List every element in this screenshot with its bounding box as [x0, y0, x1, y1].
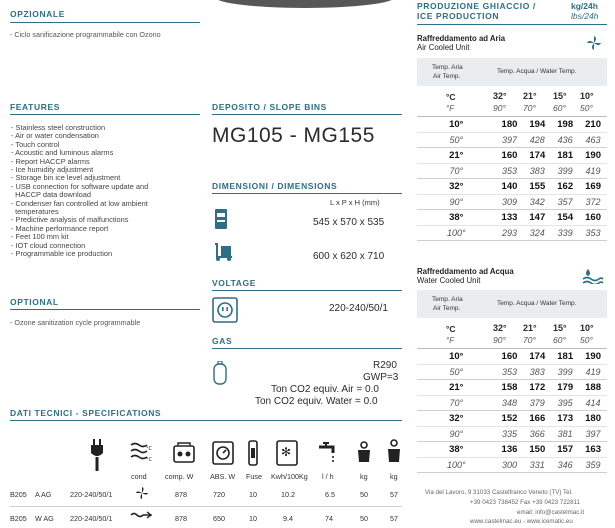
- footer-website[interactable]: www.castelmac.eu - www.icematic.eu: [470, 518, 573, 525]
- table-cell: 162: [551, 179, 579, 195]
- table-cell: 372: [579, 194, 607, 210]
- table-cell: 357: [551, 194, 579, 210]
- water-unit-f: °F: [446, 336, 455, 345]
- table-cell: 169: [579, 179, 607, 195]
- table-cell: 194: [523, 117, 551, 132]
- plug-icon: [88, 437, 106, 476]
- water-temp-f: 50°: [417, 364, 496, 380]
- table-cell: 309: [496, 194, 524, 210]
- footer-email: email: info@castelmac.it: [517, 509, 585, 516]
- air-water-f: 50°: [580, 103, 593, 113]
- table-cell: 381: [551, 426, 579, 442]
- air-temp-f: 100°: [417, 225, 496, 241]
- water-temp-f: 90°: [417, 426, 496, 442]
- rule-gas: [212, 348, 402, 349]
- spec-header-row: [0, 472, 410, 482]
- table-cell: 180: [579, 411, 607, 427]
- water-table-title-1: Raffreddamento ad Acqua: [417, 267, 514, 276]
- water-water-f: 70°: [523, 335, 536, 345]
- table-row: [417, 225, 607, 241]
- unit-lbs: lbs/24h: [571, 11, 599, 21]
- rule-opzionale: [10, 22, 200, 23]
- spec-kwh: 10.2: [281, 490, 295, 499]
- voltage-value: 220-240/50/1: [329, 303, 388, 314]
- table-cell: 293: [496, 225, 524, 241]
- table-cell: 136: [496, 442, 524, 458]
- footer-address: Via del Lavoro, 9 31033 Castelfranco Veneto (TV) Tel.: [425, 489, 573, 496]
- table-cell: 172: [523, 380, 551, 396]
- spec-header-cond: cond: [131, 472, 147, 481]
- feature-item: - Storage bin ice level adjustment: [11, 173, 121, 183]
- table-cell: 366: [523, 426, 551, 442]
- feature-item: - Report HACCP alarms: [11, 156, 90, 166]
- spec-model: B205: [10, 514, 27, 523]
- table-cell: 324: [523, 225, 551, 241]
- feature-item: - Machine performance report: [11, 223, 109, 233]
- machine-icon: [214, 208, 228, 235]
- feature-item: - Condenser fan controlled at low ambient: [11, 198, 148, 208]
- water-temp-f: 70°: [417, 395, 496, 411]
- air-water-c: 32°: [493, 91, 507, 101]
- water-wave-icon: [582, 268, 604, 289]
- dimensions-net: 545 x 570 x 535: [313, 217, 385, 228]
- spec-kg2: 57: [390, 514, 398, 523]
- section-voltage: VOLTAGE: [212, 278, 257, 288]
- water-water-c: 10°: [580, 323, 594, 333]
- table-cell: 140: [496, 179, 524, 195]
- spec-kg1: 50: [360, 514, 368, 523]
- table-cell: 436: [551, 132, 579, 148]
- svg-text:°C: °C: [146, 457, 152, 463]
- spec-header-compw: comp. W: [165, 472, 194, 481]
- table-cell: 399: [551, 364, 579, 380]
- feature-item: - Touch control: [11, 139, 60, 149]
- spec-header-kg2: kg: [390, 472, 398, 481]
- fuse-icon: [247, 440, 259, 471]
- air-unit-f: °F: [446, 104, 455, 113]
- weight-icon: [357, 441, 371, 468]
- rule-optional: [10, 309, 200, 310]
- feature-item: temperatures: [11, 207, 59, 217]
- table-cell: 179: [551, 380, 579, 396]
- table-cell: 160: [496, 349, 524, 364]
- rule-voltage: [212, 290, 402, 291]
- dimensions-packed: 600 x 620 x 710: [313, 251, 385, 262]
- gas-gwp: GWP=3: [363, 372, 399, 383]
- table-cell: 160: [496, 148, 524, 164]
- air-temp-f: 70°: [417, 163, 496, 179]
- table-cell: 152: [496, 411, 524, 427]
- table-cell: 399: [551, 163, 579, 179]
- water-temp-c: 10°: [417, 349, 496, 364]
- air-temp-c: 21°: [417, 148, 496, 164]
- feature-item: - IOT cloud connection: [11, 240, 86, 250]
- section-gas: GAS: [212, 336, 233, 346]
- water-temp-f: 100°: [417, 457, 496, 473]
- water-water-c: 21°: [523, 323, 537, 333]
- spec-header-fuse: Fuse: [246, 472, 262, 481]
- table-row: [417, 163, 607, 179]
- table-cell: 300: [496, 457, 524, 473]
- optional-text: - Ozone sanitization cycle programmable: [10, 318, 141, 327]
- spec-absw: 720: [213, 490, 225, 499]
- table-cell: 155: [523, 179, 551, 195]
- table-row: [417, 148, 607, 164]
- spec-fuse: 10: [249, 490, 257, 499]
- compressor-icon: [172, 442, 196, 469]
- air-temp-c: 38°: [417, 210, 496, 226]
- opzionale-text: - Ciclo sanificazione programmabile con Ozono: [10, 30, 161, 39]
- table-cell: 353: [496, 163, 524, 179]
- table-cell: 190: [579, 148, 607, 164]
- air-water-c: 21°: [523, 91, 537, 101]
- spec-header-absw: ABS. W: [210, 472, 236, 481]
- spec-compw: 878: [175, 514, 187, 523]
- water-water-f: 90°: [493, 335, 506, 345]
- gas-co2-water: Ton CO2 equiv. Water = 0.0: [255, 396, 378, 407]
- spec-header-kg1: kg: [360, 472, 368, 481]
- feature-item: - Ice humidity adjustment: [11, 165, 94, 175]
- water-temp-c: 32°: [417, 411, 496, 427]
- water-col-head-2: Air Temp.: [433, 305, 461, 312]
- section-deposito: DEPOSITO / SLOPE BINS: [212, 102, 327, 112]
- table-cell: 174: [523, 148, 551, 164]
- water-production-table: [417, 349, 607, 473]
- feature-item: - USB connection for software update and: [11, 181, 149, 191]
- water-col-head-1: Temp. Aria: [432, 296, 463, 303]
- feature-item: HACCP data download: [11, 190, 91, 200]
- table-cell: 348: [496, 395, 524, 411]
- fan-icon: [586, 35, 602, 56]
- table-cell: 414: [579, 395, 607, 411]
- rule-spec-mid: [10, 506, 402, 507]
- unit-kg: kg/24h: [571, 1, 598, 11]
- table-cell: 395: [551, 395, 579, 411]
- table-cell: 353: [579, 225, 607, 241]
- spec-volt: 220-240/50/1: [70, 490, 113, 499]
- table-row: [417, 210, 607, 226]
- table-row: [417, 194, 607, 210]
- power-socket-icon: [212, 297, 238, 328]
- rule-features: [10, 114, 200, 115]
- spec-model: B205: [10, 490, 27, 499]
- air-water-head: Temp. Acqua / Water Temp.: [497, 68, 577, 75]
- dimensions-label: L x P x H (mm): [330, 198, 380, 207]
- table-cell: 133: [496, 210, 524, 226]
- section-produzione-2: ICE PRODUCTION: [417, 11, 500, 21]
- water-water-c: 15°: [553, 323, 567, 333]
- air-temp-f: 50°: [417, 132, 496, 148]
- snowflake-meter-icon: [276, 440, 298, 471]
- feature-item: - Feet 100 mm kit: [11, 232, 69, 242]
- spec-suffix: A AG: [35, 490, 52, 499]
- table-cell: 331: [523, 457, 551, 473]
- air-water-c: 15°: [553, 91, 567, 101]
- table-cell: 346: [551, 457, 579, 473]
- table-row: [417, 117, 607, 132]
- feature-item: - Programmable ice production: [11, 249, 113, 259]
- air-temp-c: 32°: [417, 179, 496, 195]
- table-cell: 163: [579, 442, 607, 458]
- rule-produzione: [417, 24, 607, 25]
- table-cell: 379: [523, 395, 551, 411]
- rule-dati: [10, 420, 402, 421]
- table-cell: 397: [579, 426, 607, 442]
- spec-absw: 650: [213, 514, 225, 523]
- table-cell: 160: [579, 210, 607, 226]
- gas-type: R290: [373, 360, 397, 371]
- table-cell: 198: [551, 117, 579, 132]
- table-cell: 181: [551, 349, 579, 364]
- table-cell: 154: [551, 210, 579, 226]
- table-cell: 419: [579, 163, 607, 179]
- water-water-c: 32°: [493, 323, 507, 333]
- gas-co2-air: Ton CO2 equiv. Air = 0.0: [271, 384, 379, 395]
- table-cell: 383: [523, 163, 551, 179]
- features-list: [11, 124, 201, 259]
- spec-volt: 220-240/50/1: [70, 514, 113, 523]
- table-row: [417, 132, 607, 148]
- air-unit-c: °C: [446, 92, 456, 102]
- water-unit-c: °C: [446, 324, 456, 334]
- spec-kwh: 9.4: [283, 514, 293, 523]
- section-dati-tecnici: DATI TECNICI - SPECIFICATIONS: [10, 408, 162, 418]
- spec-fuse: 10: [249, 514, 257, 523]
- spec-header-kwh: Kwh/100Kg: [271, 472, 308, 481]
- table-row: [417, 349, 607, 364]
- condenser-icon: [129, 441, 153, 472]
- air-col-head-1: Temp. Aria: [432, 64, 463, 71]
- table-cell: 174: [523, 349, 551, 364]
- table-row: [417, 426, 607, 442]
- table-cell: 173: [551, 411, 579, 427]
- spec-row: [0, 490, 410, 502]
- feature-item: - Stainless steel construction: [11, 123, 106, 132]
- table-cell: 463: [579, 132, 607, 148]
- gas-bottle-icon: [213, 361, 227, 390]
- air-temp-c: 10°: [417, 117, 496, 132]
- spec-lh: 74: [325, 514, 333, 523]
- rule-dimensioni: [212, 193, 402, 194]
- air-water-f: 90°: [493, 103, 506, 113]
- water-water-f: 60°: [553, 335, 566, 345]
- section-dimensioni: DIMENSIONI / DIMENSIONS: [212, 181, 338, 191]
- section-opzionale: OPZIONALE: [10, 9, 65, 19]
- weight-packed-icon: [387, 439, 401, 468]
- water-water-head: Temp. Acqua / Water Temp.: [497, 300, 577, 307]
- model-title: MG105 - MG155: [212, 124, 375, 147]
- section-optional: OPTIONAL: [10, 297, 59, 307]
- water-icon: [130, 511, 152, 523]
- spec-lh: 6.5: [325, 490, 335, 499]
- feature-item: - Air or water condensation: [11, 131, 99, 141]
- air-water-f: 70°: [523, 103, 536, 113]
- table-row: [417, 442, 607, 458]
- table-cell: 180: [496, 117, 524, 132]
- table-row: [417, 457, 607, 473]
- table-cell: 158: [496, 380, 524, 396]
- spec-header-lh: l / h: [322, 472, 334, 481]
- water-table-title-2: Water Cooled Unit: [417, 276, 481, 285]
- water-water-f: 50°: [580, 335, 593, 345]
- table-cell: 419: [579, 364, 607, 380]
- table-cell: 157: [551, 442, 579, 458]
- pallet-truck-icon: [212, 242, 234, 267]
- air-table-title-2: Air Cooled Unit: [417, 43, 470, 52]
- air-water-f: 60°: [553, 103, 566, 113]
- spec-suffix: W AG: [35, 514, 54, 523]
- table-cell: 428: [523, 132, 551, 148]
- spec-row: [0, 514, 410, 526]
- table-cell: 190: [579, 349, 607, 364]
- table-row: [417, 395, 607, 411]
- table-row: [417, 380, 607, 396]
- table-row: [417, 364, 607, 380]
- table-cell: 188: [579, 380, 607, 396]
- table-cell: 210: [579, 117, 607, 132]
- fan-icon: [135, 486, 149, 502]
- feature-item: - Acoustic and luminous alarms: [11, 148, 114, 158]
- water-temp-c: 21°: [417, 380, 496, 396]
- table-cell: 181: [551, 148, 579, 164]
- water-temp-c: 38°: [417, 442, 496, 458]
- table-cell: 147: [523, 210, 551, 226]
- table-row: [417, 179, 607, 195]
- svg-text:°C: °C: [146, 446, 152, 452]
- spec-compw: 878: [175, 490, 187, 499]
- footer-phone: +39 0423 738452 Fax +39 0423 722811: [470, 499, 580, 506]
- rule-deposito: [212, 114, 402, 115]
- power-meter-icon: [212, 441, 234, 470]
- spec-kg1: 50: [360, 490, 368, 499]
- air-col-head-2: Air Temp.: [433, 73, 461, 80]
- table-cell: 359: [579, 457, 607, 473]
- top-arc-decoration: [215, 0, 395, 8]
- air-production-table: [417, 117, 607, 241]
- table-cell: 353: [496, 364, 524, 380]
- water-tap-icon: [317, 441, 339, 470]
- air-temp-f: 90°: [417, 194, 496, 210]
- svg-text:✻: ✻: [281, 445, 292, 459]
- table-cell: 339: [551, 225, 579, 241]
- section-features: FEATURES: [10, 102, 60, 112]
- air-water-c: 10°: [580, 91, 594, 101]
- spec-kg2: 57: [390, 490, 398, 499]
- table-cell: 397: [496, 132, 524, 148]
- table-cell: 166: [523, 411, 551, 427]
- air-table-title-1: Raffreddamento ad Aria: [417, 34, 506, 43]
- table-cell: 150: [523, 442, 551, 458]
- feature-item: - Predictive analysis of malfunctions: [11, 215, 129, 225]
- section-produzione-1: PRODUZIONE GHIACCIO /: [417, 1, 536, 11]
- table-cell: 335: [496, 426, 524, 442]
- table-cell: 383: [523, 364, 551, 380]
- table-row: [417, 411, 607, 427]
- table-cell: 342: [523, 194, 551, 210]
